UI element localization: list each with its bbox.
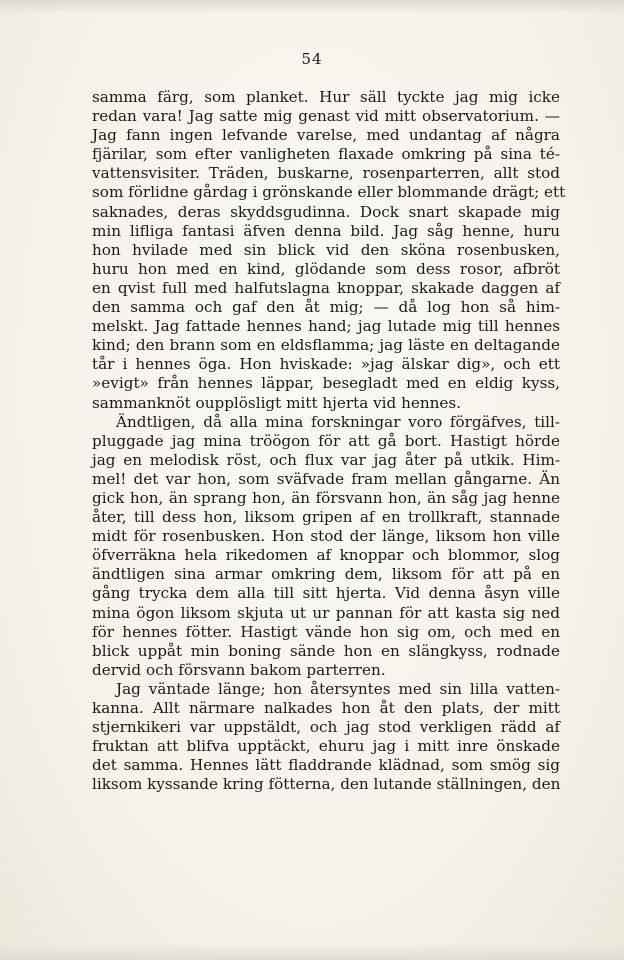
text-line: fjärilar, som efter vanligheten flaxade omkring på sina té- [92,145,560,164]
paragraph-end-line: sammanknöt oupplösligt mitt hjerta vid hennes. [92,393,462,412]
paragraph-start-line: Ändtligen, då alla mina forskningar voro förgäfves, till- [116,412,560,431]
text-line: midt för rosenbusken. Hon stod der länge, liksom hon ville [92,527,560,546]
page-top-edge [0,0,624,14]
text-line: huru hon med en kind, glödande som dess rosor, afbröt [92,259,560,278]
body-text [92,88,566,794]
text-line: gång trycka dem alla till sitt hjerta. Vid denna åsyn ville [92,584,560,603]
page-bottom-edge [0,944,624,960]
text-line: »evigt» från hennes läppar, besegladt med en eldig kyss, [92,374,560,393]
paragraph-start-line: Jag väntade länge; hon återsyntes med sin lilla vatten- [116,679,560,698]
text-line: mel! det var hon, som sväfvade fram mellan gångarne. Än [92,469,560,488]
text-line: blick uppåt min boning sände hon en slängkyss, rodnade [92,641,560,660]
text-line: åter, till dess hon, liksom gripen af en trollkraft, stannade [92,508,560,527]
text-line: för hennes fötter. Hastigt vände hon sig om, och med en [92,622,560,641]
text-line: öfverräkna hela rikedomen af knoppar och blommor, slog [92,546,560,565]
text-line: kind; den brann som en eldsflamma; jag läste en deltagande [92,336,560,355]
text-line: min lifliga fantasi äfven denna bild. Jag såg henne, huru [92,221,560,240]
text-line: mina ögon liksom skjuta ut ur pannan för att kasta sig ned [92,603,560,622]
paragraph-end-line: dervid och försvann bakom parterren. [92,660,386,679]
text-line: hon hvilade med sin blick vid den sköna rosenbusken, [92,240,560,259]
page-number: 54 [301,50,323,68]
text-line: kanna. Allt närmare nalkades hon åt den plats, der mitt [92,699,560,717]
text-line: en qvist full med halfutslagna knoppar, skakade daggen af [92,278,560,297]
text-line: redan vara! Jag satte mig genast vid mitt observatorium. — [92,107,560,126]
text-line: tår i hennes öga. Hon hviskade: »jag älskar dig», och ett [92,355,560,374]
text-line: det samma. Hennes lätt fladdrande klädnad, som smög sig [92,756,560,775]
text-line: den samma och gaf den åt mig; — då log hon så him- [92,298,560,317]
text-line: stjernkikeri var uppstäldt, och jag stod verkligen rädd af [92,718,560,737]
text-line: gick hon, än sprang hon, än försvann hon, än såg jag henne [92,488,560,507]
text-line: jag en melodisk röst, och flux var jag åter på utkik. Him- [92,450,560,469]
text-line: liksom kyssande kring fötterna, den lutande ställningen, den [92,775,561,794]
text-line: pluggade jag mina tröögon för att gå bort. Hastigt hörde [92,431,560,450]
text-line: saknades, deras skyddsgudinna. Dock snart skapade mig [92,202,560,221]
text-line: som förlidne gårdag i grönskande eller blommande drägt; ett [92,183,566,202]
text-line: Jag fann ingen lefvande varelse, med undantag af några [92,126,560,145]
text-line: fruktan att blifva upptäckt, ehuru jag i mitt inre önskade [92,737,560,756]
text-line: vattensvisiter. Träden, buskarne, rosenparterren, allt stod [92,164,560,183]
text-line: melskt. Jag fattade hennes hand; jag lutade mig till hennes [92,317,560,336]
text-line: samma färg, som planket. Hur säll tyckte jag mig icke [92,88,560,106]
text-line: ändtligen sina armar omkring dem, liksom för att på en [92,565,560,584]
